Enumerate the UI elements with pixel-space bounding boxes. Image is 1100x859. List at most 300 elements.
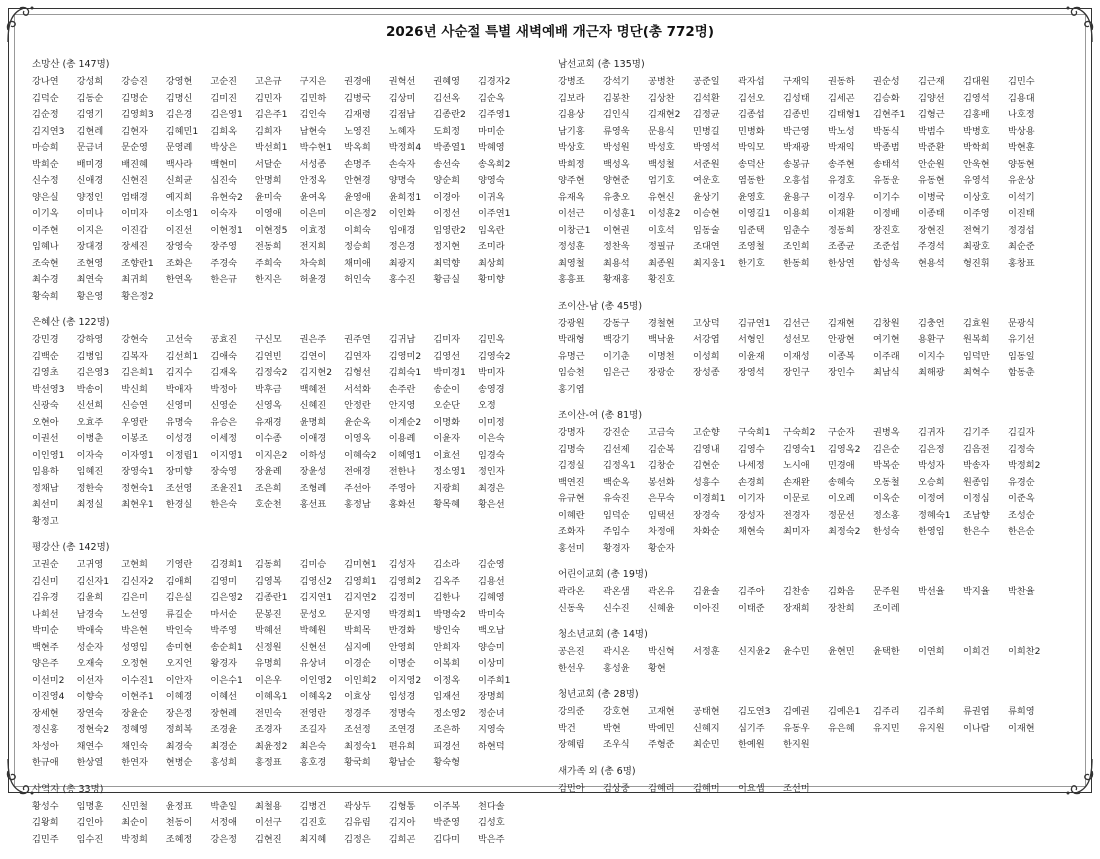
attendee-name: 김민자 — [254, 92, 282, 104]
attendee-name: 최혁수 — [963, 367, 990, 378]
attendee-name: 이수종 — [254, 433, 282, 444]
attendee-name: 강하영 — [76, 334, 104, 345]
attendee-name: 민경애 — [828, 460, 855, 471]
attendee-name: 김선제 — [603, 443, 630, 455]
attendee-name: 지광희 — [433, 482, 460, 494]
attendee-name: 최해광 — [918, 367, 945, 378]
attendee-name: 문지영 — [344, 608, 371, 620]
attendee-name: 장찬희 — [828, 602, 855, 614]
attendee-name: 이복희 — [433, 658, 460, 669]
attendee-name: 이소영1 — [165, 208, 199, 219]
attendee-name: 곽라온 — [558, 586, 585, 597]
attendee-name: 박신혁 — [648, 646, 675, 657]
attendee-name: 공태현 — [693, 706, 720, 717]
attendee-name: 이아진 — [693, 602, 720, 614]
attendee-name: 김주희 — [918, 706, 945, 717]
attendee-name: 염동한 — [738, 175, 765, 186]
attendee-name: 송봉규 — [783, 158, 810, 170]
attendee-name: 강영현 — [165, 76, 193, 87]
attendee-name: 박예민 — [648, 722, 675, 734]
group-title: 청소년교회 (총 14명) — [558, 629, 648, 640]
attendee-name: 장영숙1 — [121, 466, 154, 477]
attendee-name: 이명화 — [433, 416, 460, 428]
attendee-name: 신수진 — [603, 602, 630, 614]
attendee-name: 박애자 — [165, 383, 193, 395]
attendee-name: 김병국 — [344, 92, 371, 104]
attendee-name: 김지연2 — [344, 592, 377, 603]
attendee-name: 김은정 — [918, 443, 945, 455]
attendee-name: 홍성희 — [210, 757, 238, 768]
attendee-name: 이성훈1 — [603, 208, 636, 219]
attendee-name: 김주리 — [873, 706, 900, 717]
attendee-name: 김창순 — [648, 460, 675, 471]
attendee-name: 유규현 — [558, 493, 585, 504]
attendee-name: 김혜민1 — [165, 125, 199, 137]
attendee-name: 김백순 — [32, 350, 59, 362]
attendee-name: 황은정2 — [121, 290, 154, 302]
attendee-name: 주희숙 — [254, 257, 282, 269]
attendee-name: 김영숙1 — [783, 443, 816, 455]
attendee-name: 김민주 — [32, 833, 59, 845]
attendee-name: 홍정남 — [344, 499, 371, 510]
attendee-name: 임성경 — [388, 691, 416, 702]
attendee-name: 정소영1 — [433, 466, 466, 477]
attendee-name: 백순옥 — [603, 476, 630, 488]
attendee-name: 김예은1 — [828, 706, 861, 717]
attendee-name: 기영란 — [165, 559, 193, 570]
attendee-name: 전동희 — [254, 241, 282, 252]
attendee-name: 김동희 — [254, 559, 282, 570]
attendee-name: 오승희 — [918, 476, 945, 488]
attendee-name: 김기주 — [963, 427, 990, 438]
attendee-name: 차숙희 — [299, 257, 327, 269]
attendee-name: 백연진 — [558, 476, 585, 488]
attendee-name: 이태준 — [738, 602, 765, 614]
attendee-name: 박혜선 — [254, 625, 282, 636]
attendee-name: 이주영 — [963, 208, 990, 219]
attendee-name: 성순자 — [76, 641, 104, 653]
attendee-name: 임덕순 — [603, 509, 630, 521]
attendee-name: 박종범 — [873, 142, 900, 153]
attendee-name: 이진영4 — [32, 691, 65, 702]
attendee-name: 김다미 — [433, 833, 460, 845]
attendee-name: 정현숙1 — [121, 482, 154, 494]
attendee-name: 공은진 — [558, 646, 585, 657]
attendee-name: 신승연 — [121, 400, 148, 411]
attendee-name: 한은순 — [1008, 526, 1035, 537]
attendee-name: 최정숙2 — [828, 526, 861, 537]
group-title: 조이산-남 (총 45명) — [558, 300, 643, 312]
attendee-name: 임옥란 — [477, 224, 505, 236]
attendee-name: 오재숙 — [76, 658, 104, 669]
attendee-name: 조선영 — [165, 482, 193, 494]
attendee-name: 김연자 — [344, 350, 371, 362]
attendee-name: 신영옥 — [254, 400, 282, 411]
attendee-name: 유동현 — [918, 175, 945, 186]
attendee-name: 김양선 — [918, 92, 945, 104]
attendee-name: 신혜지 — [693, 722, 720, 734]
attendee-name: 김희옥 — [210, 125, 238, 137]
attendee-name: 여운호 — [693, 175, 720, 186]
attendee-name: 김미현1 — [344, 559, 377, 570]
attendee-name: 오효주 — [76, 416, 104, 428]
attendee-name: 이미정 — [477, 416, 505, 428]
attendee-name: 김정균 — [693, 109, 720, 120]
attendee-name: 이수진1 — [121, 674, 154, 686]
attendee-name: 송선숙 — [433, 158, 460, 170]
attendee-name: 성선모 — [783, 334, 810, 345]
attendee-name: 박송이 — [76, 383, 104, 395]
attendee-name: 이연희 — [918, 646, 945, 657]
attendee-name: 최경숙 — [165, 740, 193, 752]
attendee-name: 이영애 — [254, 208, 282, 219]
attendee-name: 문영례 — [165, 142, 193, 153]
attendee-name: 임동일 — [1008, 350, 1035, 362]
attendee-name: 김영미2 — [388, 350, 422, 362]
attendee-name: 봉선화 — [648, 476, 675, 488]
attendee-name: 박혜원 — [299, 625, 327, 636]
attendee-name: 한영임 — [918, 526, 945, 537]
attendee-name: 오순단 — [433, 400, 460, 411]
attendee-name: 임동술 — [693, 224, 720, 236]
attendee-name: 신정원 — [254, 641, 282, 653]
attendee-name: 안명희 — [254, 175, 282, 186]
attendee-name: 정한숙 — [76, 482, 104, 494]
attendee-name: 신지윤2 — [738, 646, 771, 657]
attendee-name: 하현덕 — [477, 740, 505, 752]
attendee-name: 홍정표 — [254, 757, 282, 768]
attendee-name: 김은경 — [165, 109, 193, 120]
attendee-name: 이정림1 — [165, 449, 199, 461]
attendee-name: 이준옥 — [1008, 493, 1035, 504]
attendee-name: 백강기 — [603, 334, 630, 345]
attendee-name: 이진갑 — [121, 224, 148, 236]
attendee-name: 조향란1 — [121, 257, 154, 269]
attendee-name: 배진혜 — [121, 158, 148, 170]
attendee-name: 김애숙 — [210, 350, 238, 362]
attendee-name: 이혜옥1 — [254, 691, 288, 702]
attendee-name: 임재선 — [433, 691, 460, 702]
group-title: 평강산 (총 142명) — [32, 542, 110, 553]
attendee-name: 백성옥 — [603, 158, 630, 170]
attendee-name: 용환구 — [918, 334, 945, 345]
attendee-name: 임영란2 — [433, 224, 466, 236]
attendee-name: 박애숙 — [76, 625, 104, 636]
group-section — [32, 316, 544, 530]
attendee-name: 유동우 — [783, 722, 810, 734]
name-grid — [558, 425, 1078, 557]
group-section — [558, 765, 1078, 798]
attendee-name: 황은선 — [477, 499, 505, 510]
attendee-name: 손재완 — [783, 476, 810, 488]
group-title: 소망산 (총 147명) — [32, 59, 110, 70]
attendee-name: 강승진 — [121, 76, 148, 87]
attendee-name: 김정은 — [344, 833, 371, 845]
attendee-name: 안순원 — [918, 158, 945, 170]
attendee-name: 신수정 — [32, 175, 59, 186]
attendee-name: 김지아 — [388, 817, 416, 828]
attendee-name: 박상호 — [558, 142, 585, 153]
attendee-name: 오정현 — [121, 658, 148, 669]
attendee-name: 송혜숙 — [828, 476, 855, 488]
attendee-name: 유운상 — [1008, 175, 1035, 186]
attendee-name: 박건 — [558, 722, 576, 734]
attendee-name: 이재성 — [783, 350, 810, 362]
attendee-name: 임수진 — [76, 833, 104, 845]
attendee-name: 김영선 — [433, 350, 460, 362]
attendee-name: 김주아 — [738, 586, 765, 597]
attendee-name: 황숙희 — [32, 290, 59, 302]
attendee-name: 장광순 — [648, 367, 675, 378]
attendee-name: 조인희 — [783, 241, 810, 252]
attendee-name: 이지영2 — [388, 674, 422, 686]
attendee-name: 공효진 — [210, 334, 238, 345]
attendee-name: 최영철 — [558, 257, 585, 269]
attendee-name: 양정인 — [76, 191, 104, 203]
attendee-name: 최경은 — [477, 482, 505, 494]
attendee-name: 장인구 — [783, 367, 810, 378]
attendee-name: 유경순 — [1008, 476, 1035, 488]
attendee-name: 정명숙 — [388, 707, 416, 719]
attendee-name: 이현권 — [603, 224, 630, 236]
attendee-name: 이정여 — [918, 493, 945, 504]
attendee-name: 공병찬 — [648, 76, 675, 87]
attendee-name: 안현경 — [344, 175, 371, 186]
attendee-name: 이승현 — [693, 208, 720, 219]
attendee-name: 노시애 — [783, 460, 810, 471]
attendee-name: 이영길1 — [738, 208, 771, 219]
attendee-name: 강은정 — [210, 833, 238, 845]
attendee-name: 김효원 — [963, 317, 990, 329]
attendee-name: 김선근 — [783, 317, 810, 329]
attendee-name: 박재익 — [828, 142, 855, 153]
attendee-name: 신현진 — [121, 175, 148, 186]
attendee-name: 김종빈 — [783, 109, 810, 120]
attendee-name: 김희곤 — [388, 833, 416, 845]
attendee-name: 김영숙2 — [477, 350, 511, 362]
attendee-name: 이효정 — [299, 224, 327, 236]
attendee-name: 신영순 — [210, 400, 238, 411]
attendee-name: 김태형1 — [828, 109, 861, 120]
attendee-name: 우영란 — [121, 416, 148, 428]
attendee-name: 조대연 — [693, 241, 720, 252]
attendee-name: 이기수 — [873, 191, 900, 203]
attendee-name: 신희균 — [165, 175, 193, 186]
attendee-name: 김보라 — [558, 92, 585, 104]
attendee-name: 정성훈 — [558, 241, 585, 252]
attendee-name: 곽자섭 — [738, 76, 765, 87]
attendee-name: 김상중 — [603, 782, 630, 794]
attendee-name: 조성순 — [1008, 509, 1035, 521]
attendee-name: 임혜진 — [76, 466, 104, 477]
attendee-name: 강동구 — [603, 317, 630, 329]
attendee-name: 신민철 — [121, 800, 148, 812]
attendee-name: 노영진 — [344, 125, 371, 137]
attendee-name: 박종열1 — [433, 142, 466, 153]
attendee-name: 마승희 — [32, 142, 59, 153]
attendee-name: 노혜자 — [388, 125, 416, 137]
attendee-name: 최은숙 — [299, 740, 327, 752]
attendee-name: 안욱현 — [963, 158, 990, 170]
attendee-name: 경철현 — [648, 317, 675, 329]
attendee-name: 장인수 — [828, 367, 855, 378]
attendee-name: 백현미 — [210, 158, 238, 170]
attendee-name: 이재현 — [1008, 722, 1035, 734]
attendee-name: 이은미 — [299, 208, 327, 219]
attendee-name: 조종균 — [828, 241, 855, 252]
attendee-name: 김병임 — [76, 350, 104, 362]
attendee-name: 송태석 — [873, 158, 900, 170]
attendee-name: 유은혜 — [828, 722, 855, 734]
attendee-name: 남경숙 — [76, 608, 104, 620]
attendee-name: 박재광 — [783, 142, 810, 153]
attendee-name: 신동욱 — [558, 602, 585, 614]
attendee-name: 박선영3 — [32, 383, 65, 395]
attendee-name: 김지연1 — [299, 592, 333, 603]
attendee-name: 강현숙 — [121, 334, 148, 345]
attendee-name: 주선아 — [344, 482, 371, 494]
attendee-name: 장영석 — [738, 367, 765, 378]
attendee-name: 이기춘 — [603, 350, 630, 362]
attendee-name: 황경자 — [603, 542, 630, 554]
attendee-name: 박지율 — [963, 586, 990, 597]
attendee-name: 홍성윤 — [603, 662, 630, 674]
group-section — [558, 628, 1078, 677]
attendee-name: 김민아 — [558, 782, 585, 794]
attendee-name: 임승천 — [558, 367, 585, 378]
attendee-name: 이세정 — [210, 433, 238, 444]
attendee-name: 박범수 — [918, 125, 945, 137]
attendee-name: 장성종 — [693, 367, 720, 378]
attendee-name: 반경화 — [388, 625, 416, 636]
attendee-name: 이지수 — [918, 350, 945, 362]
attendee-name: 김재령 — [344, 109, 371, 120]
attendee-name: 최덕향 — [433, 257, 460, 269]
attendee-name: 이권선 — [32, 433, 59, 444]
attendee-name: 이혜경 — [165, 691, 193, 702]
attendee-name: 이경순 — [344, 658, 371, 669]
attendee-name: 한선우 — [558, 662, 585, 674]
attendee-name: 안광현 — [828, 334, 855, 345]
attendee-name: 최남식 — [873, 367, 900, 378]
attendee-name: 이하성 — [299, 449, 327, 461]
attendee-name: 이혜영1 — [388, 449, 422, 461]
attendee-name: 마미순 — [477, 125, 505, 137]
attendee-name: 최용석 — [603, 257, 630, 269]
attendee-name: 이미자 — [121, 208, 148, 219]
attendee-name: 김영희2 — [388, 575, 422, 587]
attendee-name: 이혜숙2 — [344, 449, 377, 461]
attendee-name: 이경우 — [828, 191, 855, 203]
attendee-name: 김신자2 — [121, 575, 154, 587]
group-title: 어린이교회 (총 19명) — [558, 569, 648, 580]
attendee-name: 김경자2 — [477, 76, 511, 87]
attendee-name: 민병화 — [738, 125, 765, 137]
attendee-name: 최종원 — [648, 257, 675, 269]
attendee-name: 홍선미 — [558, 542, 585, 554]
group-title: 남선교회 (총 135명) — [558, 59, 645, 70]
attendee-name: 박미경1 — [433, 367, 466, 378]
attendee-name: 조영철 — [738, 241, 765, 252]
group-section — [32, 541, 544, 772]
name-grid — [32, 557, 544, 772]
attendee-name: 최정숙1 — [344, 740, 377, 752]
attendee-name: 황성수 — [32, 800, 59, 812]
attendee-name: 박현훈 — [1008, 142, 1035, 153]
attendee-name: 김연빈 — [254, 350, 282, 362]
attendee-name: 김화음 — [828, 586, 855, 597]
attendee-name: 이진선 — [165, 224, 193, 236]
attendee-name: 이계순2 — [388, 416, 422, 428]
attendee-name: 이경아 — [433, 191, 460, 203]
attendee-name: 윤명희 — [299, 416, 327, 428]
attendee-name: 이은수1 — [210, 674, 243, 686]
attendee-name: 조윤진1 — [210, 482, 243, 494]
left-column — [32, 58, 544, 859]
attendee-name: 김동순 — [76, 92, 104, 104]
attendee-name: 박정희4 — [388, 142, 422, 153]
attendee-name: 채미애 — [344, 257, 371, 269]
attendee-name: 이주래 — [873, 350, 900, 362]
attendee-name: 김소라 — [433, 559, 460, 570]
attendee-name: 심진숙 — [210, 175, 238, 186]
attendee-name: 최수경 — [32, 274, 59, 285]
attendee-name: 이종복 — [828, 350, 855, 362]
attendee-name: 함성욱 — [873, 257, 900, 269]
attendee-name: 장윤례 — [254, 466, 282, 477]
attendee-name: 강민경 — [32, 334, 59, 345]
attendee-name: 임준택 — [738, 224, 765, 236]
attendee-name: 김은영3 — [76, 367, 110, 378]
attendee-name: 장현례 — [210, 707, 238, 719]
attendee-name: 손주란 — [388, 383, 416, 395]
attendee-name: 김은영2 — [210, 592, 243, 603]
attendee-name: 양명숙 — [388, 175, 416, 186]
attendee-name: 김명숙 — [558, 443, 585, 455]
attendee-name: 황국희 — [344, 757, 371, 768]
attendee-name: 김세곤 — [828, 92, 855, 104]
attendee-name: 김형근 — [918, 109, 945, 120]
attendee-name: 김경희1 — [210, 559, 243, 570]
attendee-name: 박근영 — [783, 125, 810, 137]
attendee-name: 이인희2 — [344, 674, 377, 686]
attendee-name: 장윤성 — [299, 466, 327, 477]
attendee-name: 황현 — [648, 662, 666, 674]
attendee-name: 이옥순 — [873, 493, 900, 504]
attendee-name: 허인숙 — [344, 274, 371, 285]
attendee-name: 정승희 — [344, 241, 371, 252]
attendee-name: 김덕순 — [32, 92, 59, 104]
attendee-name: 고순향 — [693, 427, 720, 438]
attendee-name: 김예권 — [783, 706, 810, 717]
attendee-name: 정은경 — [388, 241, 416, 252]
attendee-name: 박송자 — [963, 460, 990, 471]
attendee-name: 장대경 — [76, 241, 104, 252]
attendee-name: 노선영 — [121, 608, 148, 620]
attendee-name: 이주연1 — [477, 208, 511, 219]
attendee-name: 신광숙 — [32, 400, 59, 411]
attendee-name: 나호정 — [1008, 109, 1035, 120]
attendee-name: 이기옥 — [32, 208, 59, 219]
attendee-name: 이창근1 — [558, 224, 591, 236]
attendee-name: 김선오 — [738, 92, 765, 104]
attendee-name: 황정고 — [32, 515, 59, 527]
attendee-name: 조형례 — [299, 482, 327, 494]
attendee-name: 오현아 — [32, 416, 59, 428]
attendee-name: 강병조 — [558, 76, 585, 87]
attendee-name: 김홍배 — [963, 109, 990, 120]
attendee-name: 은무숙 — [648, 493, 675, 504]
